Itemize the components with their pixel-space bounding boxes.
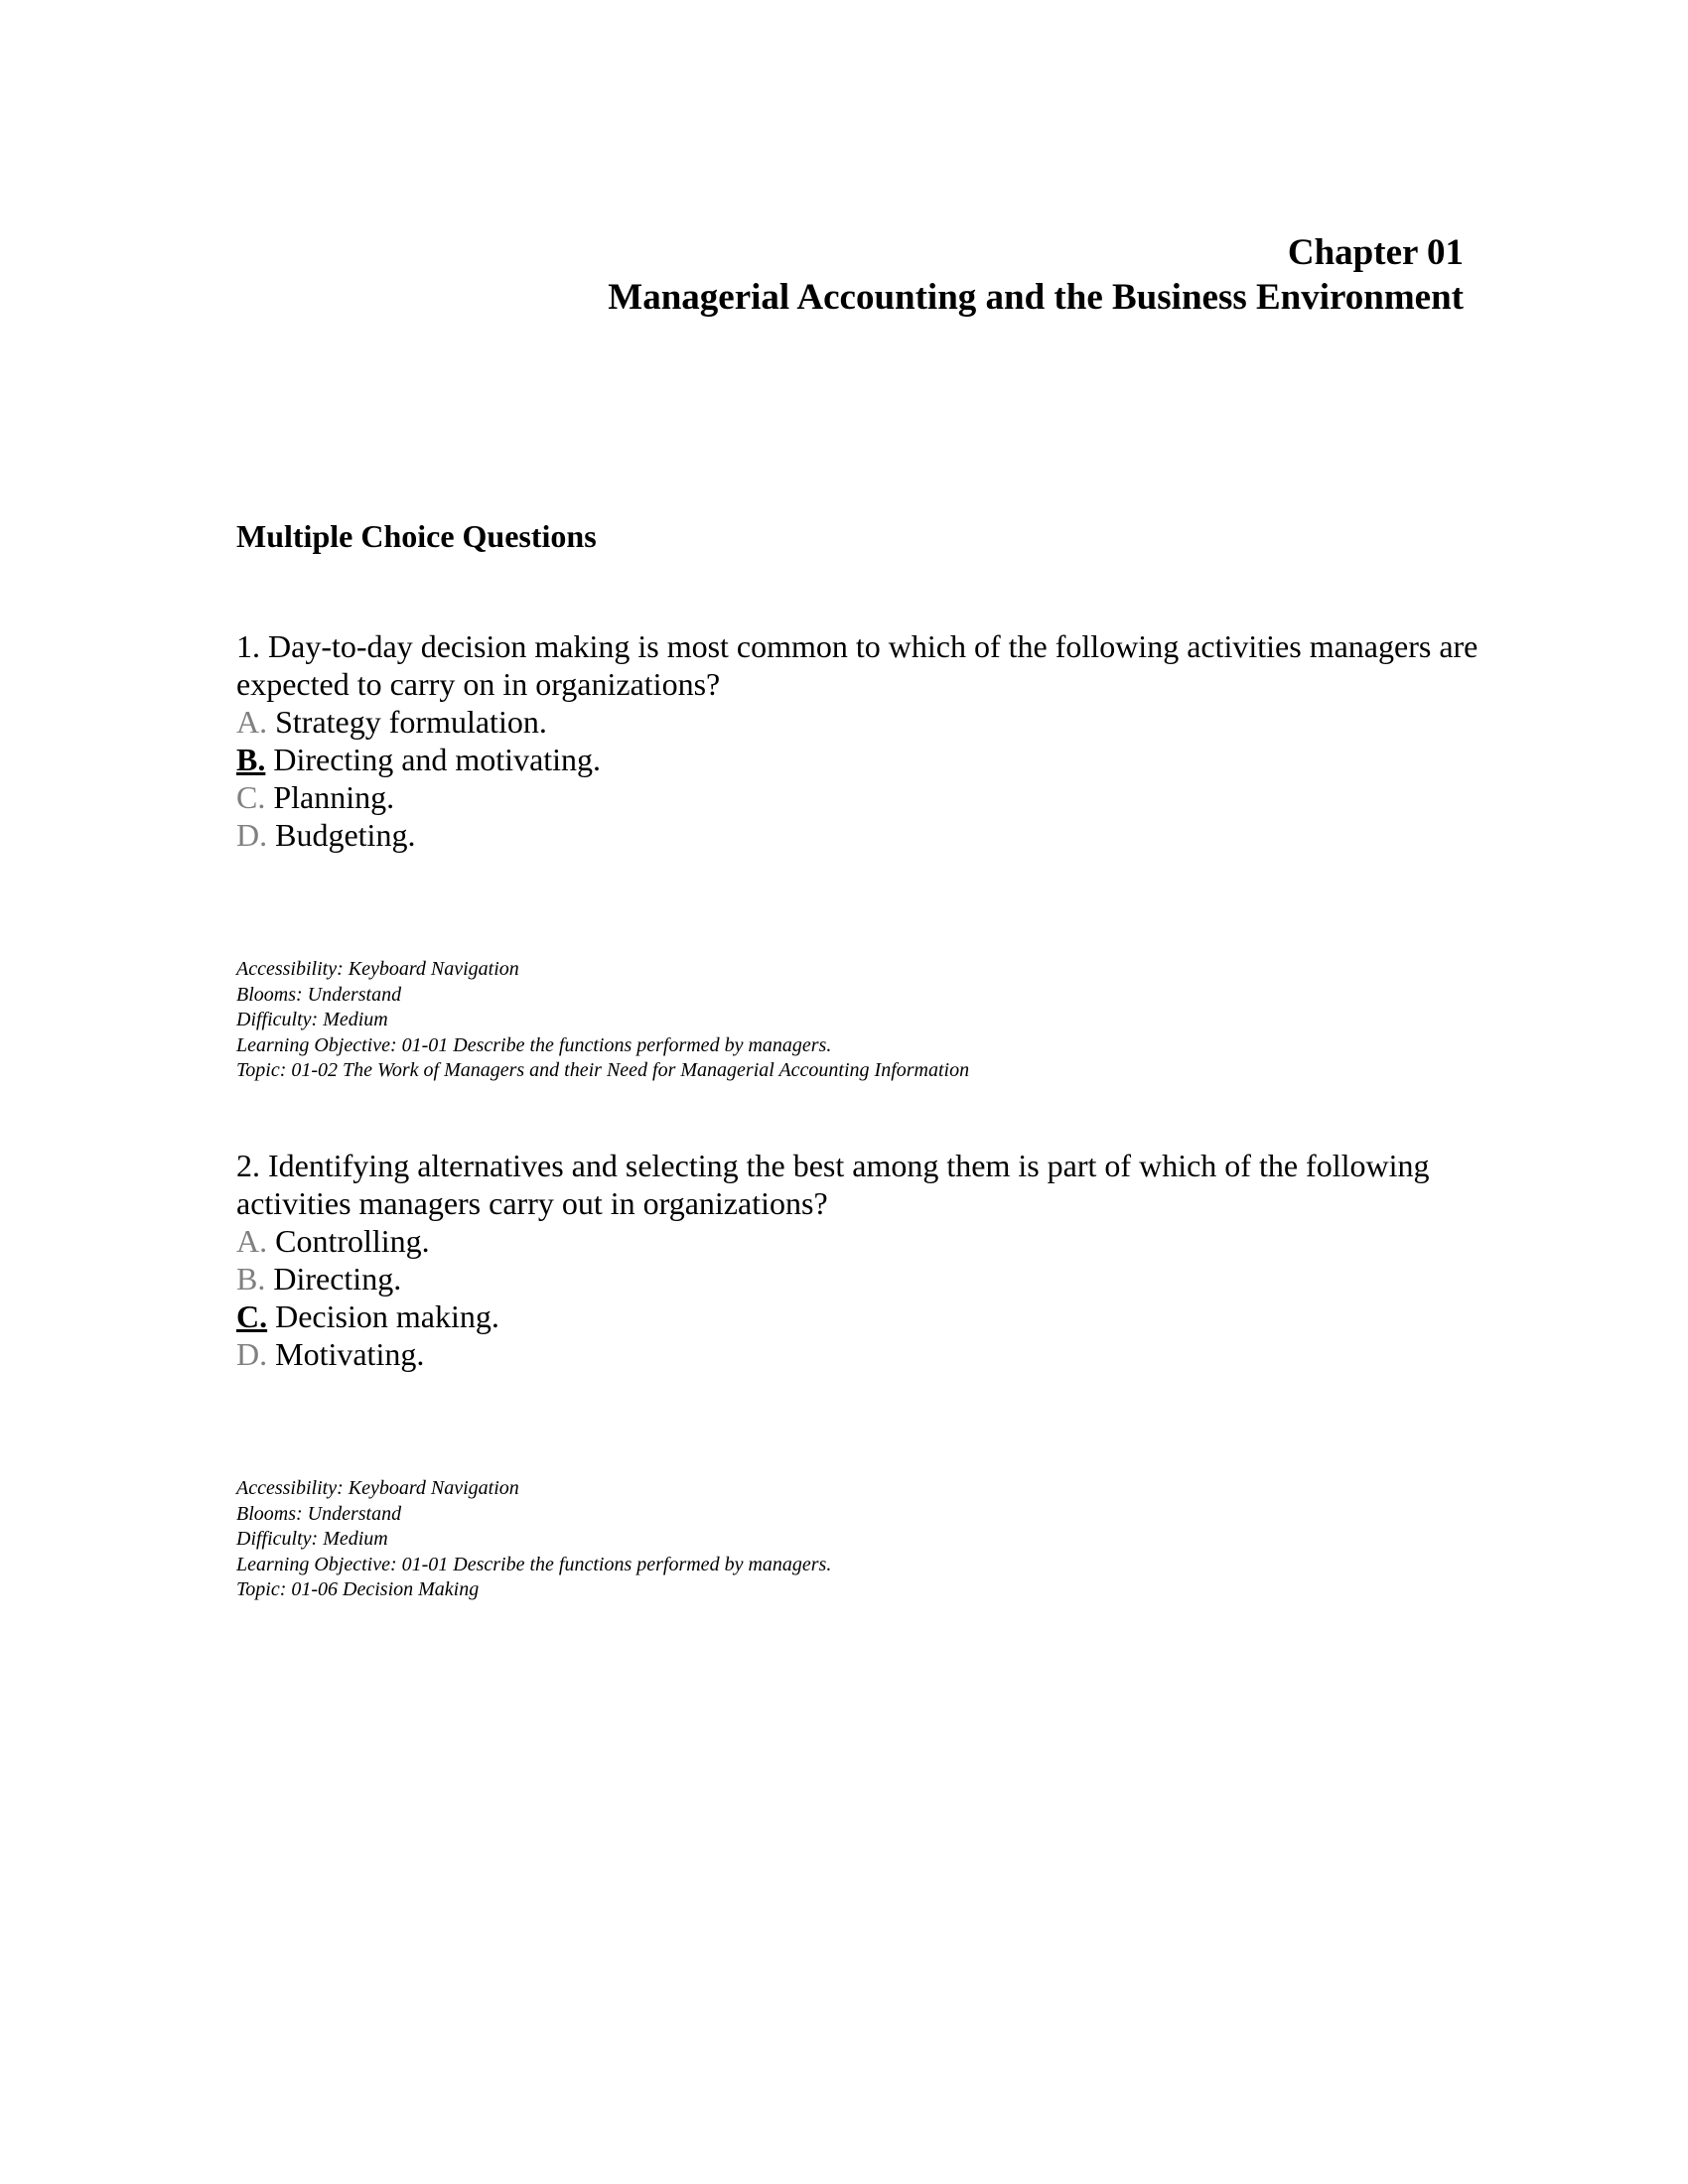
option-text: Motivating.: [267, 1336, 425, 1372]
option-d: [236, 816, 1487, 854]
chapter-number: Chapter 01: [1287, 232, 1464, 273]
option-letter: C.: [236, 779, 266, 815]
question-1: [236, 627, 1487, 1084]
correct-option-letter: C.: [236, 1298, 268, 1334]
chapter-header: [272, 230, 1464, 320]
option-letter: A.: [236, 704, 268, 740]
option-text: Controlling.: [267, 1223, 430, 1259]
correct-option-letter: B.: [236, 742, 266, 777]
option-d: [236, 1335, 1487, 1373]
option-a: [236, 703, 1487, 741]
question-metadata: [236, 957, 1487, 1084]
option-text: Directing and motivating.: [265, 742, 602, 777]
option-a: [236, 1222, 1487, 1260]
option-c: [236, 778, 1487, 816]
chapter-title: Managerial Accounting and the Business Environment: [608, 277, 1464, 318]
meta-learning-objective: Learning Objective: 01-01 Describe the functions performed by managers.: [236, 1033, 832, 1056]
option-letter: D.: [236, 817, 268, 853]
option-letter: B.: [236, 1261, 266, 1297]
answer-options: [236, 1222, 1487, 1373]
option-b-correct: [236, 741, 1487, 778]
meta-blooms: Blooms: Understand: [236, 1502, 402, 1525]
question-text: 1. Day-to-day decision making is most common to which of the following activities managers are expected to carry on in organizations?: [236, 628, 1478, 702]
section-title: Multiple Choice Questions: [236, 518, 597, 554]
meta-topic: Topic: 01-06 Decision Making: [236, 1578, 480, 1600]
option-text: Decision making.: [267, 1298, 499, 1334]
meta-accessibility: Accessibility: Keyboard Navigation: [236, 958, 519, 980]
meta-accessibility: Accessibility: Keyboard Navigation: [236, 1477, 519, 1499]
question-text: 2. Identifying alternatives and selecting the best among them is part of which of the following activities managers carry out in organizations?: [236, 1148, 1430, 1221]
option-letter: D.: [236, 1336, 268, 1372]
option-text: Budgeting.: [267, 817, 416, 853]
option-text: Directing.: [265, 1261, 402, 1297]
meta-blooms: Blooms: Understand: [236, 983, 402, 1006]
answer-options: [236, 703, 1487, 854]
option-text: Planning.: [265, 779, 395, 815]
option-letter: A.: [236, 1223, 268, 1259]
question-metadata: [236, 1476, 1487, 1603]
option-b: [236, 1260, 1487, 1297]
meta-learning-objective: Learning Objective: 01-01 Describe the functions performed by managers.: [236, 1553, 832, 1575]
meta-difficulty: Difficulty: Medium: [236, 1528, 388, 1550]
meta-topic: Topic: 01-02 The Work of Managers and their Need for Managerial Accounting Information: [236, 1059, 970, 1081]
option-c-correct: [236, 1297, 1487, 1335]
question-2: [236, 1147, 1487, 1603]
option-text: Strategy formulation.: [267, 704, 547, 740]
meta-difficulty: Difficulty: Medium: [236, 1009, 388, 1030]
